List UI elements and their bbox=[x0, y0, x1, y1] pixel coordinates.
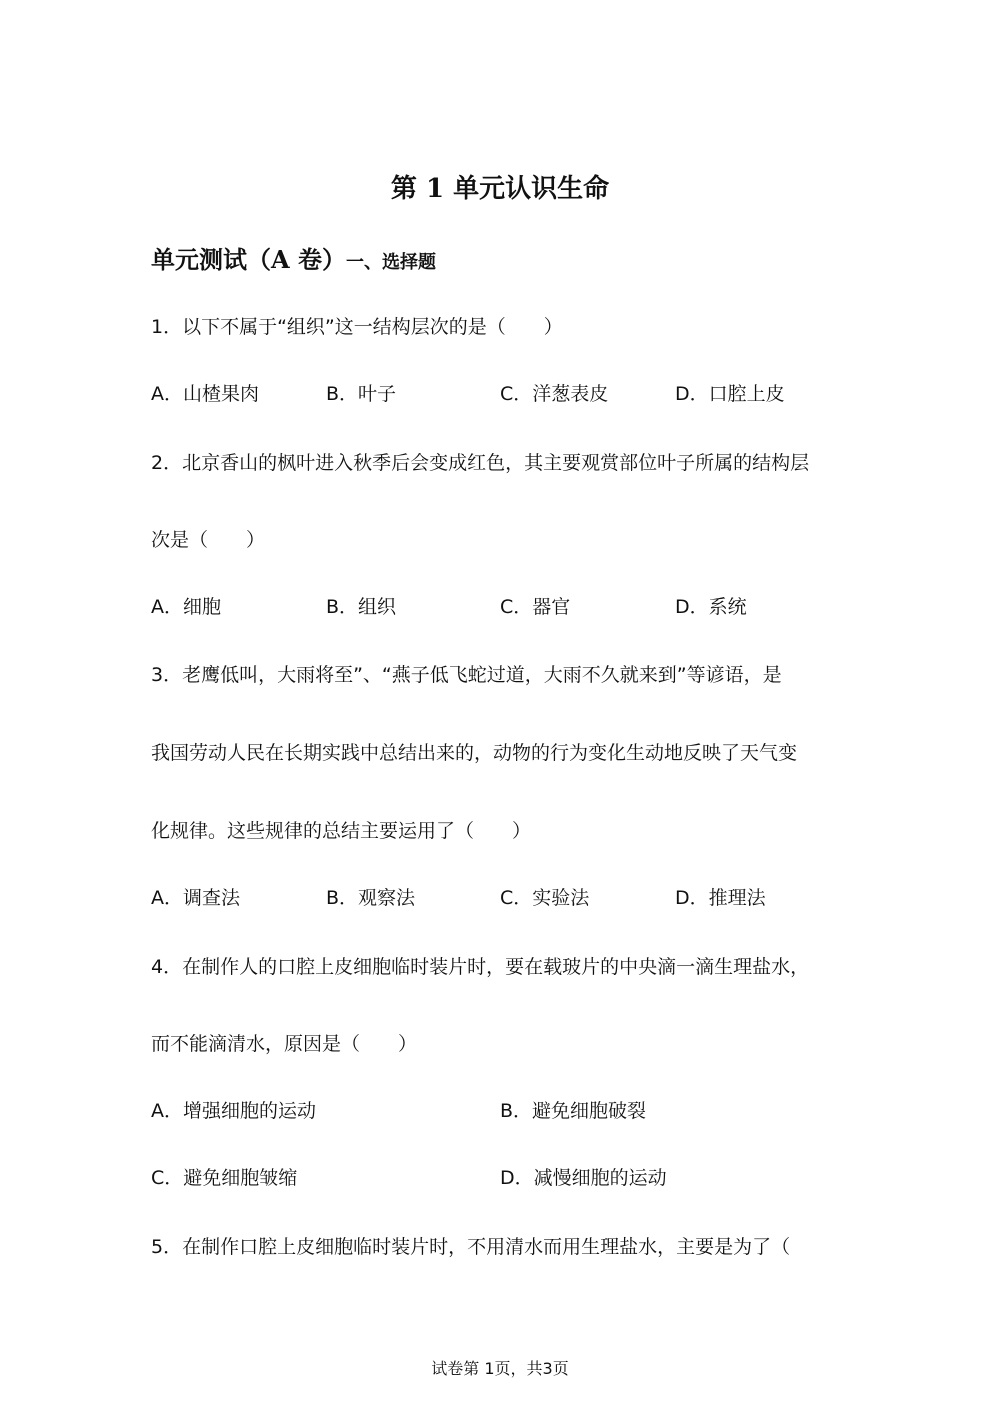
page-title: 第 1 单元认识生命 bbox=[390, 174, 610, 204]
question-3-option-a: A．调查法 bbox=[151, 887, 240, 909]
question-4-text-line-1: 4．在制作人的口腔上皮细胞临时装片时，要在载玻片的中央滴一滴生理盐水， bbox=[151, 956, 810, 978]
question-1-option-d: D．口腔上皮 bbox=[675, 383, 785, 405]
question-2-text-line-1: 2．北京香山的枫叶进入秋季后会变成红色，其主要观赏部位叶子所属的结构层 bbox=[151, 452, 810, 474]
question-4-option-c: C．避免细胞皱缩 bbox=[151, 1167, 298, 1189]
page-footer: 试卷第 1页，共3页 bbox=[431, 1359, 569, 1378]
section-heading bbox=[151, 240, 436, 275]
question-5-text-line-1: 5．在制作口腔上皮细胞临时装片时，不用清水而用生理盐水，主要是为了（ bbox=[151, 1236, 791, 1258]
question-1-text: 1．以下不属于“组织”这一结构层次的是（ ） bbox=[151, 316, 563, 338]
test-title: 单元测试（A 卷） bbox=[151, 245, 346, 274]
section-title: 一、选择题 bbox=[345, 252, 436, 273]
question-1-option-c: C．洋葱表皮 bbox=[500, 383, 609, 405]
question-3-text-line-1: 3．老鹰低叫，大雨将至”、“燕子低飞蛇过道，大雨不久就来到”等谚语，是 bbox=[151, 664, 782, 686]
question-3-text-line-2: 我国劳动人民在长期实践中总结出来的，动物的行为变化生动地反映了天气变 bbox=[151, 742, 798, 764]
question-3-text-line-3: 化规律。这些规律的总结主要运用了（ ） bbox=[151, 820, 532, 842]
question-2-text-line-2: 次是（ ） bbox=[151, 529, 266, 551]
question-2-option-b: B．组织 bbox=[326, 596, 397, 618]
question-3-option-c: C．实验法 bbox=[500, 887, 590, 909]
question-2-option-d: D．系统 bbox=[675, 596, 747, 618]
question-4-text-line-2: 而不能滴清水，原因是（ ） bbox=[151, 1033, 418, 1055]
question-3-option-d: D．推理法 bbox=[675, 887, 766, 909]
question-1-option-b: B．叶子 bbox=[326, 383, 397, 405]
question-3-option-b: B．观察法 bbox=[326, 887, 416, 909]
question-2-option-a: A．细胞 bbox=[151, 596, 221, 618]
question-4-option-d: D．减慢细胞的运动 bbox=[500, 1167, 667, 1189]
question-4-option-a: A．增强细胞的运动 bbox=[151, 1100, 316, 1122]
question-4-option-b: B．避免细胞破裂 bbox=[500, 1100, 647, 1122]
question-1-option-a: A．山楂果肉 bbox=[151, 383, 259, 405]
question-2-option-c: C．器官 bbox=[500, 596, 571, 618]
